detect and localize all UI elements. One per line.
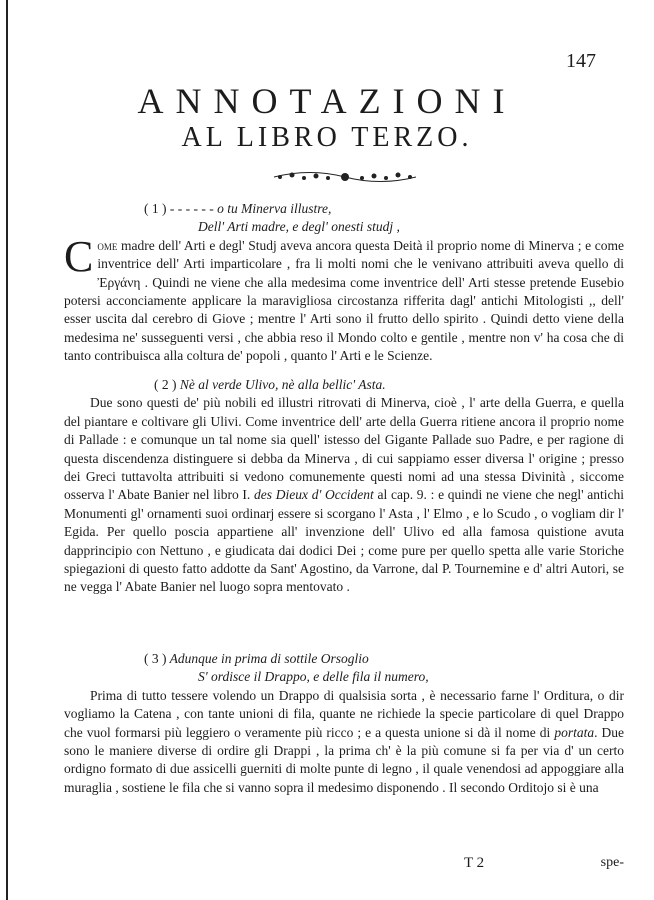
note-2-marker: ( 2 )	[154, 377, 177, 392]
page-title: ANNOTAZIONI	[137, 81, 517, 121]
note-3-marker: ( 3 )	[144, 651, 167, 666]
decorative-ornament-icon	[270, 168, 420, 186]
note-1-paragraph: Come madre dell' Arti e degl' Studj aveva ancora questa Deità il proprio nome di Minerva ; e come inventrice dell' Arti imparticolare , fra li molti nomi che le venivano attribuiti aveva quello di Ἐργάνη . Quindi ne viene che alla medesima come inventrice dell' Arti stesse pretende Eusebio potersi acconciamente applicare la maravigliosa circostanza rifferita dagl' antichi Mitologisti ,, dell' esser uscita dal cerebro di Giove ; mentre l' Arti sono il frutto dello spirito . Quindi detto viene della medesima ne' susseguenti versi , che abbia reso il Mondo colto e gentile , mentre non v' ha cosa che di tanto contribuisca alla coltura de' popoli , quanto l' Arti e le Scienze.	[64, 231, 625, 364]
note-2-paragraph: Due sono questi de' più nobili ed illustri ritrovati di Minerva, cioè , l' arte della Guerra, e quella del piantare e coltivare gli Ulivi. Come inventrice dell' arte della Guerra ritiene ancora il proprio nome di Pallade : e comunque un tal nome sia quell' istesso del Gigante Pallade suo Padre, e per ragione di questa discendenza distinguere si debba da Minerva , di cui sappiamo esser diversa l' origine ; presso dei Greci tuttavolta attribuiti si vedono comunemente questi nomi ad una stessa Divinità , siccome osserva l' Abate Banier nel libro I. des Dieux d' Occident al cap. 9. : e quindi ne viene che negl' antichi Monumenti gl' ornamenti suoi ordinarj essere si scorgano l' Asta , l' Elmo , e lo Scudo , o vogliam dir l' Egida. Per quello poscia appartiene all' invenzione dell' Ulivo ed alla famosa quistione avuta dapprincipio con Nettuno , e giudicata dai dodici Dei ; come pure per quello spetta alle varie Storiche spiegazioni di questo fatto addotte da Sant' Agostino, da Varrone, dal P. Tournemine e d' altri Autori, se ne vegga l' Abate Banier nel luogo sopra mentovato .	[64, 395, 625, 595]
term-portata: portata	[554, 724, 595, 740]
lead-word: ome	[97, 237, 118, 253]
note-1	[64, 200, 624, 366]
note-3	[64, 650, 624, 797]
page-subtitle: AL LIBRO TERZO.	[181, 122, 473, 153]
note-3-verse-2: S' ordisce il Drappo, e delle fila il numero,	[198, 669, 429, 685]
note-1-verse-2: Dell' Arti madre, e degl' onesti studj ,	[198, 219, 400, 235]
signature-mark: T 2	[464, 855, 485, 871]
note-1-verse-1: ( 1 ) - - - - - - o tu Minerva illustre,	[144, 201, 332, 216]
note-3-verse-1: ( 3 ) Adunque in prima di sottile Orsoglio	[144, 651, 369, 666]
page-footer	[64, 855, 624, 875]
note-3-paragraph: Prima di tutto tessere volendo un Drappo di qualsisia sorta , è necessario farne l' Orditura, o dir vogliamo la Catena , con tante unioni di fila, quante ne richiede la specie particolare di quel Drappo che vuol formarsi più leggiero o veramente più ricco ; e a questa unione si dà il nome di portata. Due sono le maniere diverse di ordire gli Drappi , la prima ch' è la più comune si fa per via d' un certo ordigno formato di due assicelli guerniti di molte punte di legno , il quale venendosi ad appoggiare alla muraglia , sostiene le fila che si vanno sopra il medesimo disponendo . Il secondo Orditojo si è una	[64, 687, 625, 795]
page-number: 147	[566, 50, 596, 72]
catchword: spe-	[600, 855, 624, 870]
note-2	[64, 376, 624, 597]
book-title: des Dieux d' Occident	[254, 487, 374, 503]
note-1-marker: ( 1 ) - - - - - -	[144, 201, 214, 216]
note-2-verse: ( 2 ) Nè al verde Ulivo, nè alla bellic' Asta.	[154, 377, 386, 392]
drop-cap: C	[64, 231, 94, 281]
